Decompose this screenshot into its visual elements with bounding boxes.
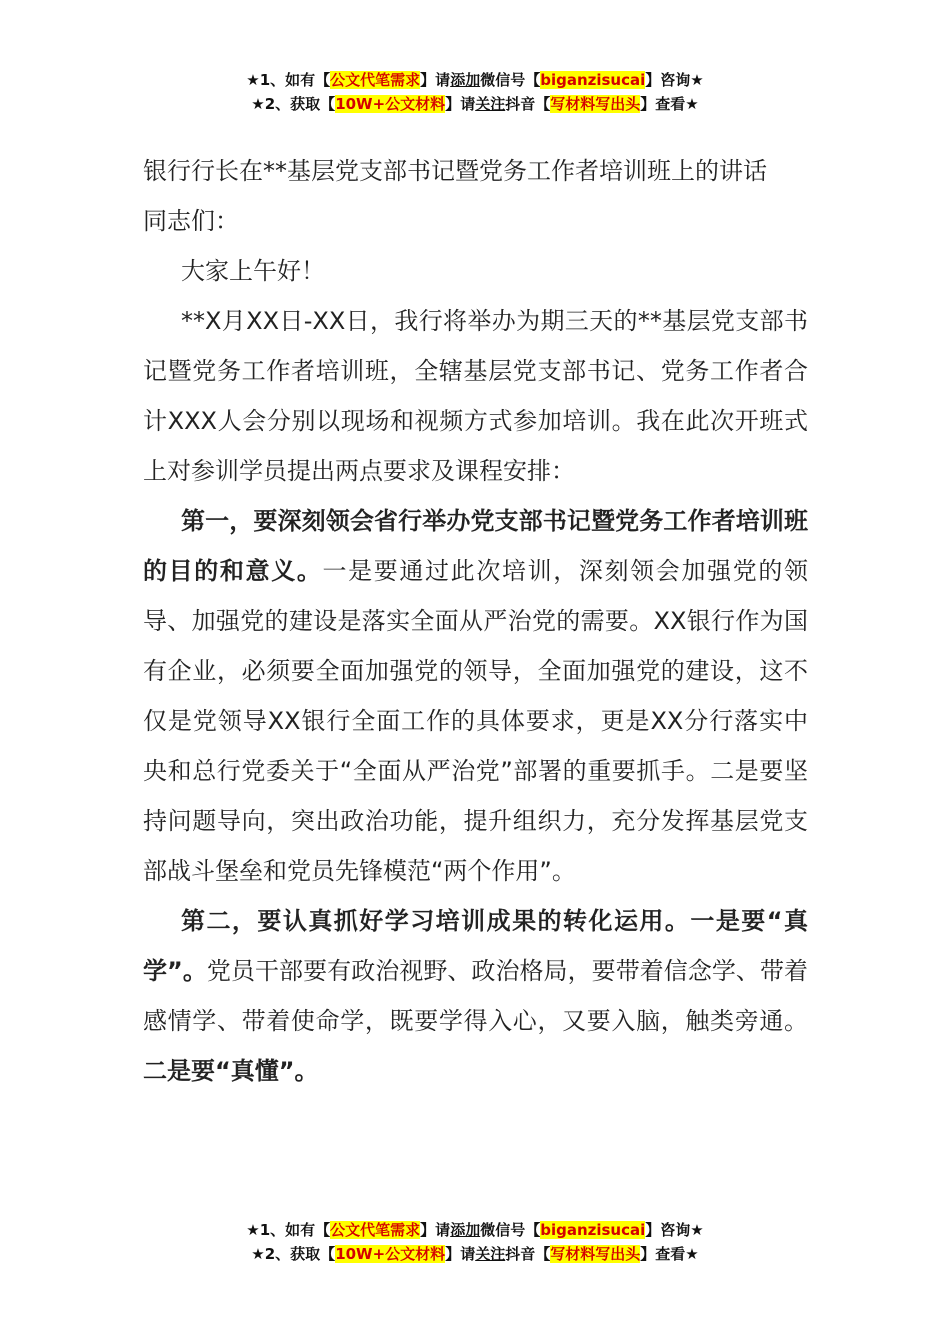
section-one-text: 一是要通过此次培训，深刻领会加强党的领导、加强党的建设是落实全面从严治党的需要。XX银行作为国有企业，必须要全面加强党的领导，全面加强党的建设，这不仅是党领导XX银行全面工作的具体要求，更是XX分行落实中央和总行党委关于“全面从严治党”部署的重要抓手。二是要坚持问题导向，突出政治功能，提升组织力，充分发挥基层党支部战斗堡垒和党员先锋模范“两个作用”。 <box>143 557 809 885</box>
section-one-paragraph <box>143 496 808 896</box>
banner-line-2: ★2、获取【10W+公文材料】请关注抖音【写材料写出头】查看★ <box>251 95 699 113</box>
document-body <box>143 146 808 1096</box>
highlight-service: 公文代笔需求 <box>330 1221 421 1239</box>
banner-line-1: ★1、如有【公文代笔需求】请添加微信号【biganzisucai】咨询★ <box>246 1221 704 1239</box>
bottom-ad-banner <box>0 1218 950 1266</box>
section-two-paragraph <box>143 896 808 1096</box>
highlight-service: 公文代笔需求 <box>330 71 421 89</box>
top-ad-banner <box>0 68 950 116</box>
highlight-wechat-id: biganzisucai <box>540 71 646 89</box>
highlight-douyin: 写材料写出头 <box>550 95 641 113</box>
section-two-subheading: 二是要“真懂”。 <box>143 1057 319 1085</box>
section-two-text: 党员干部要有政治视野、政治格局，要带着信念学、带着感情学、带着使命学，既要学得入心，又要入脑，触类旁通。 <box>143 957 809 1035</box>
document-title: 银行行长在**基层党支部书记暨党务工作者培训班上的讲话 <box>143 157 767 185</box>
banner-line-2: ★2、获取【10W+公文材料】请关注抖音【写材料写出头】查看★ <box>251 1245 699 1263</box>
intro-paragraph: **X月XX日-XX日，我行将举办为期三天的**基层党支部书记暨党务工作者培训班，全辖基层党支部书记、党务工作者合计XXX人会分别以现场和视频方式参加培训。我在此次开班式上对参训学员提出两点要求及课程安排： <box>143 307 808 485</box>
highlight-materials: 10W+公文材料 <box>335 1245 446 1263</box>
highlight-materials: 10W+公文材料 <box>335 95 446 113</box>
highlight-wechat-id: biganzisucai <box>540 1221 646 1239</box>
section-one-heading: 第一，要深刻领会省行举办党支部书记暨党务工作者培训班的目的和意义。 <box>143 507 808 585</box>
greeting: 大家上午好！ <box>181 257 325 285</box>
section-two-heading: 第二，要认真抓好学习培训成果的转化运用。一是要“真学”。 <box>143 907 808 985</box>
highlight-douyin: 写材料写出头 <box>550 1245 641 1263</box>
banner-line-1: ★1、如有【公文代笔需求】请添加微信号【biganzisucai】咨询★ <box>246 71 704 89</box>
salutation: 同志们： <box>143 207 239 235</box>
